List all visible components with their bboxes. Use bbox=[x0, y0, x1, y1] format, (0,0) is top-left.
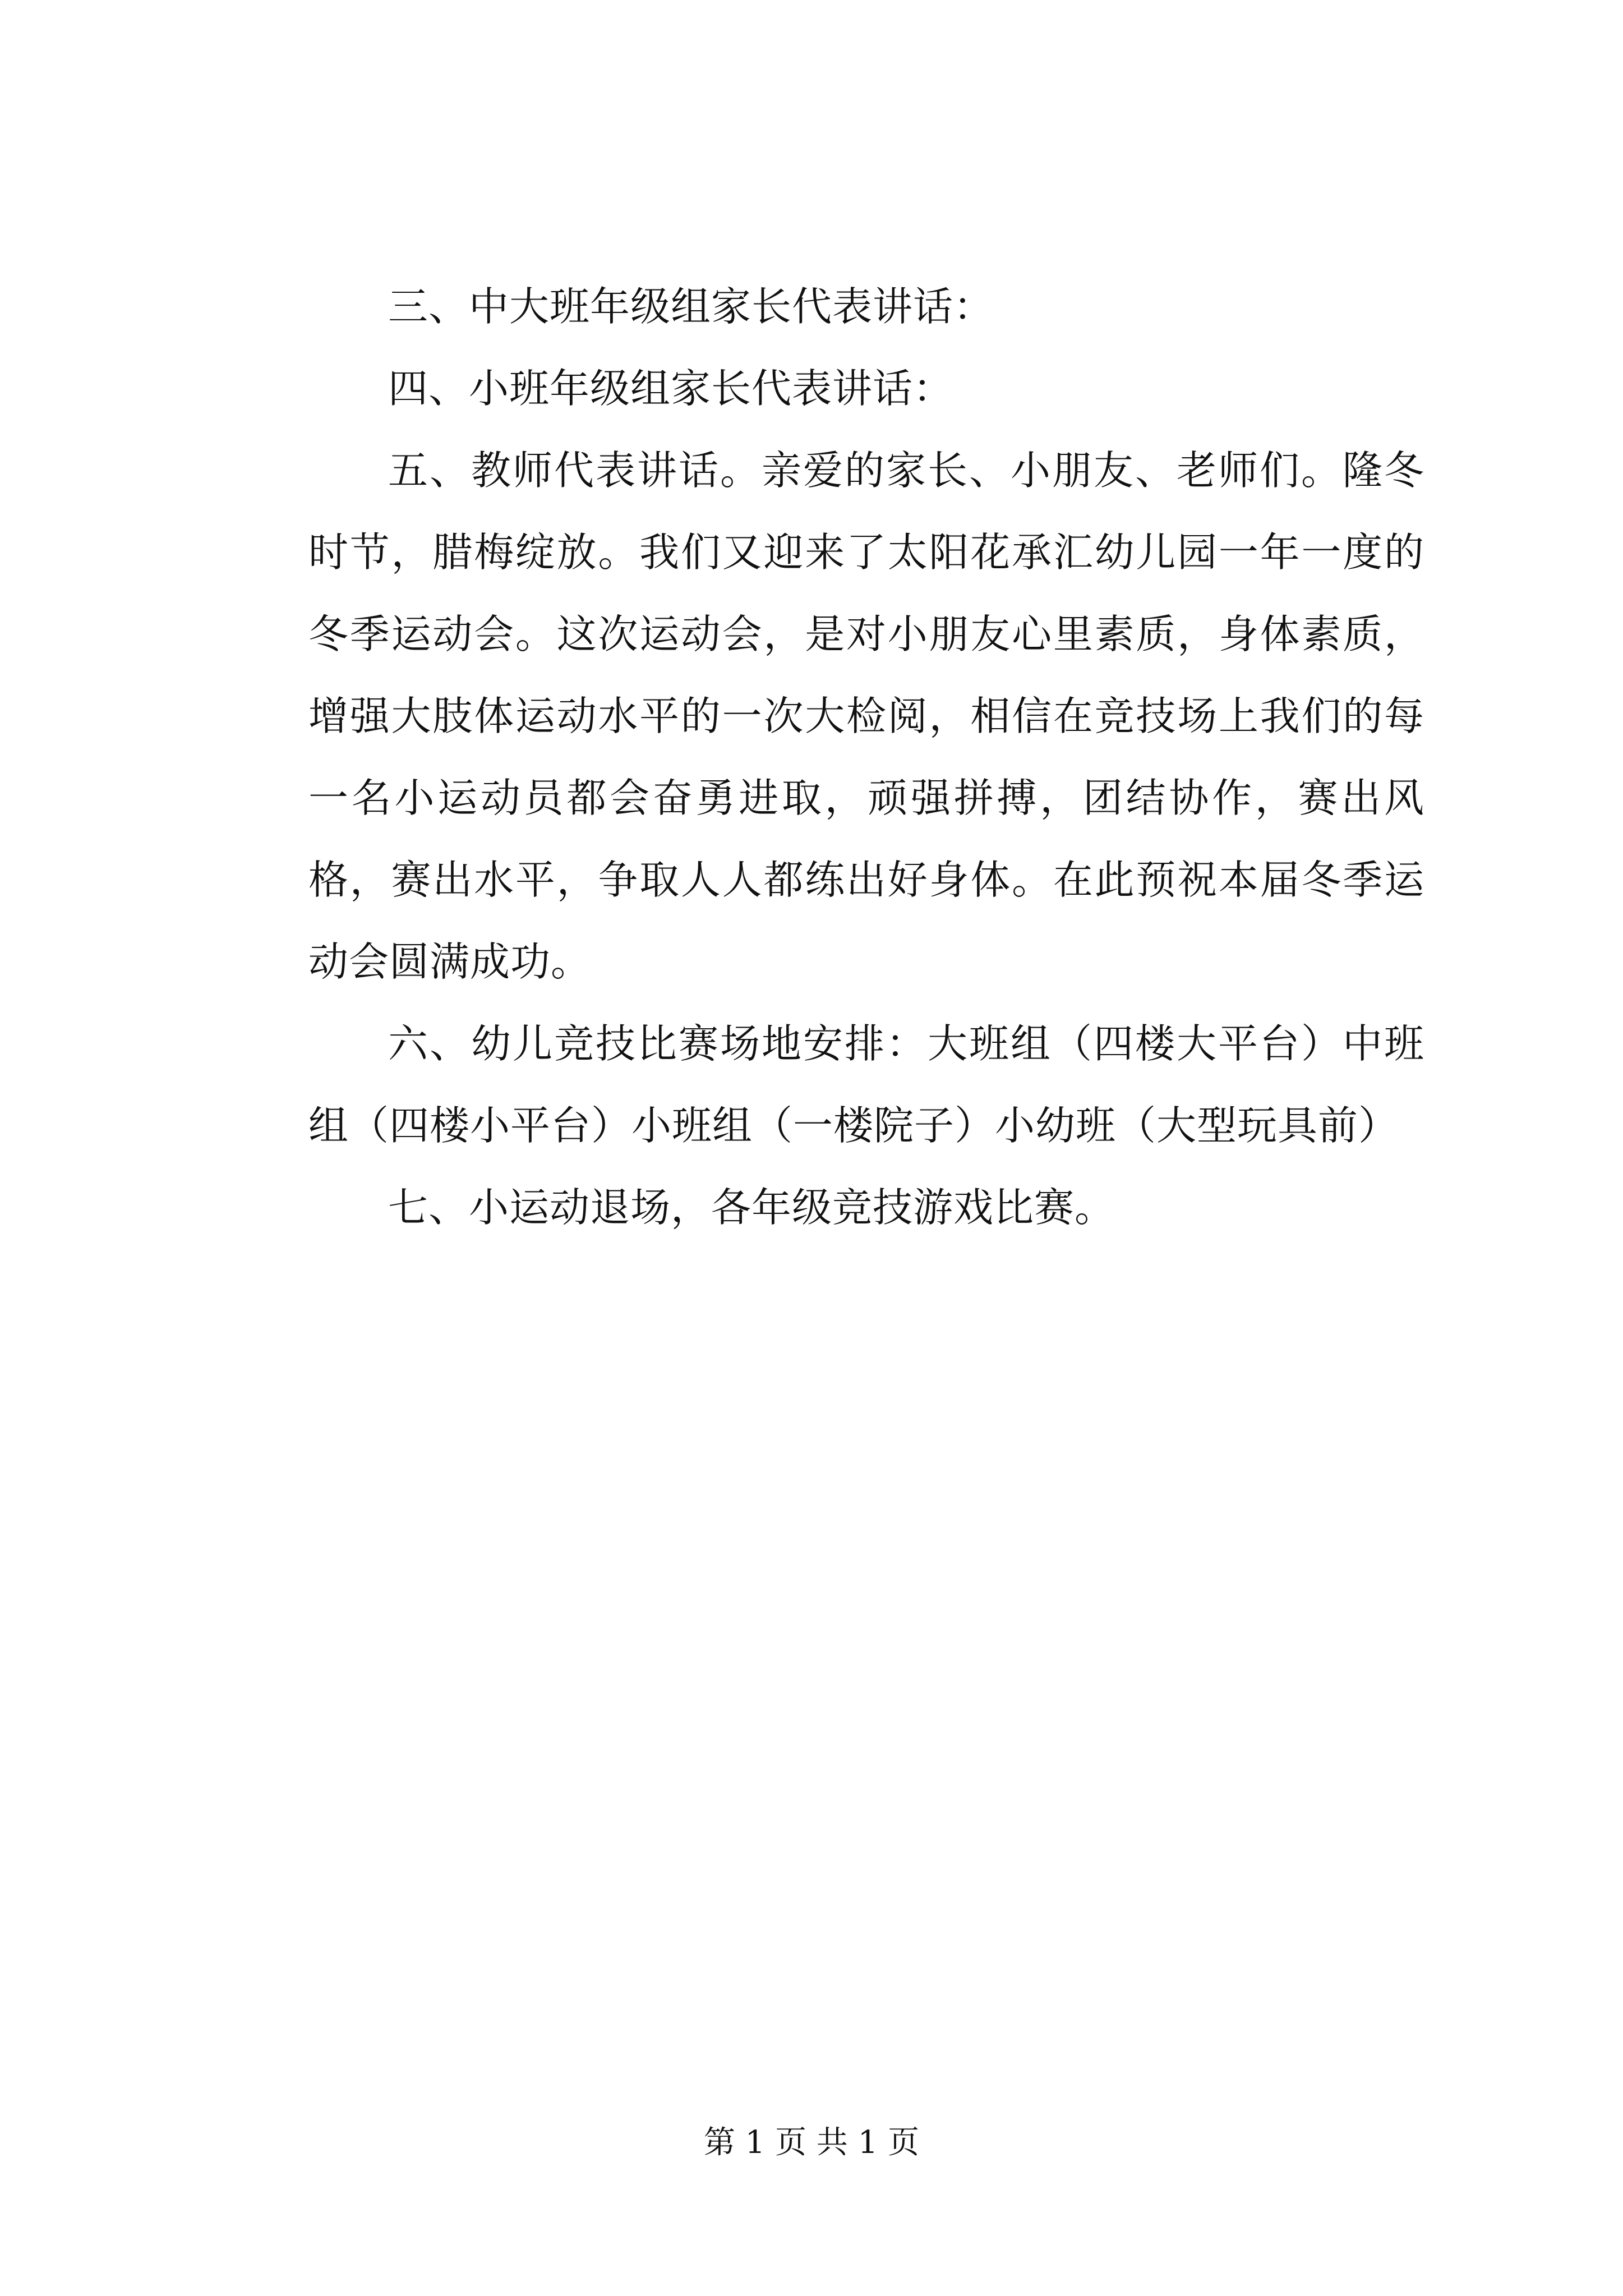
paragraph-teacher-speech: 五、教师代表讲话。亲爱的家长、小朋友、老师们。隆冬时节，腊梅绽放。我们又迎来了太阳花承汇幼儿园一年一度的冬季运动会。这次运动会，是对小朋友心里素质，身体素质，增强大肢体运动水平的一次大检阅，相信在竞技场上我们的每一名小运动员都会奋勇进取，顽强拼搏，团结协作，赛出风格，赛出水平，争取人人都练出好身体。在此预祝本届冬季运动会圆满成功。 bbox=[308, 447, 1424, 985]
paragraph-exit-and-games: 七、小运动退场，各年级竞技游戏比赛。 bbox=[388, 1184, 1115, 1231]
paragraph-parent-speech-senior: 三、中大班年级组家长代表讲话： bbox=[388, 283, 994, 330]
page-footer: 第 1 页 共 1 页 bbox=[703, 2124, 920, 2161]
paragraph-venue-arrangement: 六、幼儿竞技比赛场地安排：大班组（四楼大平台）中班组（四楼小平台）小班组（一楼院子）小幼班（大型玩具前） bbox=[308, 1020, 1424, 1149]
paragraph-parent-speech-junior: 四、小班年级组家长代表讲话： bbox=[388, 365, 954, 412]
document-body bbox=[308, 266, 1424, 1249]
